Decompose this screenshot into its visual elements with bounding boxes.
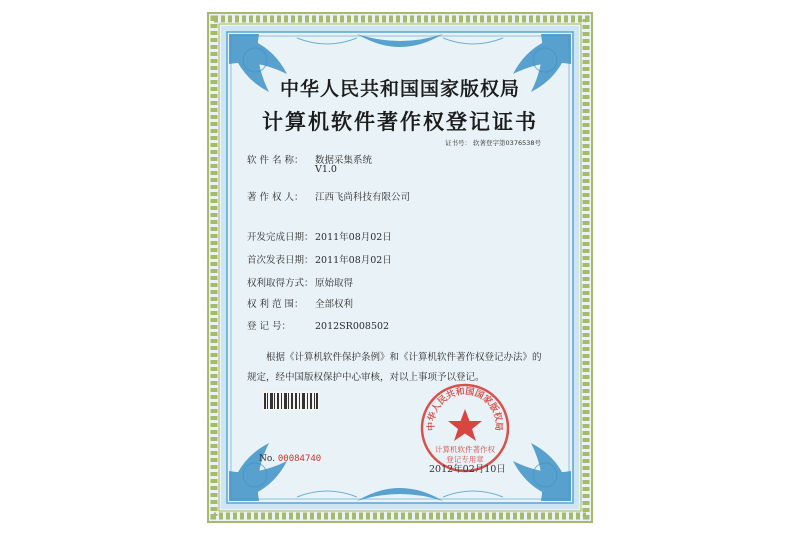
official-seal xyxy=(420,383,510,473)
field-label: 权利取得方式： xyxy=(247,278,314,289)
field-label: 软 件 名 称： xyxy=(247,155,304,166)
seal-ring-text: 中华人民共和国国家版权局 xyxy=(426,386,504,431)
serial-number xyxy=(259,454,321,464)
field-value: 2011年08月02日 xyxy=(315,232,392,243)
field-value: 原始取得 xyxy=(315,278,354,289)
field-rights-scope xyxy=(247,296,353,310)
field-version: V1.0 xyxy=(315,164,337,175)
issue-date: 2012年02月10日 xyxy=(429,464,506,475)
serial-label: No. xyxy=(259,454,275,464)
field-label: 登 记 号： xyxy=(247,321,292,332)
field-label: 著 作 权 人： xyxy=(247,192,304,203)
body-line-1: 根据《计算机软件保护条例》和《计算机软件著作权登记办法》的 xyxy=(266,352,542,363)
field-acquisition-method xyxy=(247,275,353,289)
certificate-title: 计算机软件著作权登记证书 xyxy=(262,110,538,134)
star-icon xyxy=(448,409,482,441)
field-label: 首次发表日期： xyxy=(247,255,314,266)
field-publish-date xyxy=(247,252,392,266)
seal-line-2: 登记专用章 xyxy=(446,455,484,464)
body-line-2: 规定，经中国版权保护中心审核，对以上事项予以登记。 xyxy=(247,372,485,383)
field-software-name xyxy=(247,152,372,166)
certificate xyxy=(207,12,593,523)
field-label: 开发完成日期： xyxy=(247,232,314,243)
seal-line-1: 计算机软件著作权 xyxy=(435,445,495,454)
field-copyright-owner xyxy=(247,189,410,203)
field-label: 权 利 范 围： xyxy=(247,299,304,310)
field-value: 江西飞尚科技有限公司 xyxy=(315,192,411,203)
field-value: 2011年08月02日 xyxy=(315,255,392,266)
issuing-authority: 中华人民共和国国家版权局 xyxy=(279,78,520,100)
field-value: 数据采集系统 xyxy=(315,155,373,166)
serial-value: 00084740 xyxy=(277,454,322,464)
field-value: 全部权利 xyxy=(315,299,354,310)
field-value: 2012SR008502 xyxy=(315,321,390,332)
certificate-number: 证书号： 软著登字第0376538号 xyxy=(444,139,541,147)
barcode-icon xyxy=(262,391,320,411)
field-completion-date xyxy=(247,229,392,243)
field-registration-number xyxy=(247,318,389,332)
